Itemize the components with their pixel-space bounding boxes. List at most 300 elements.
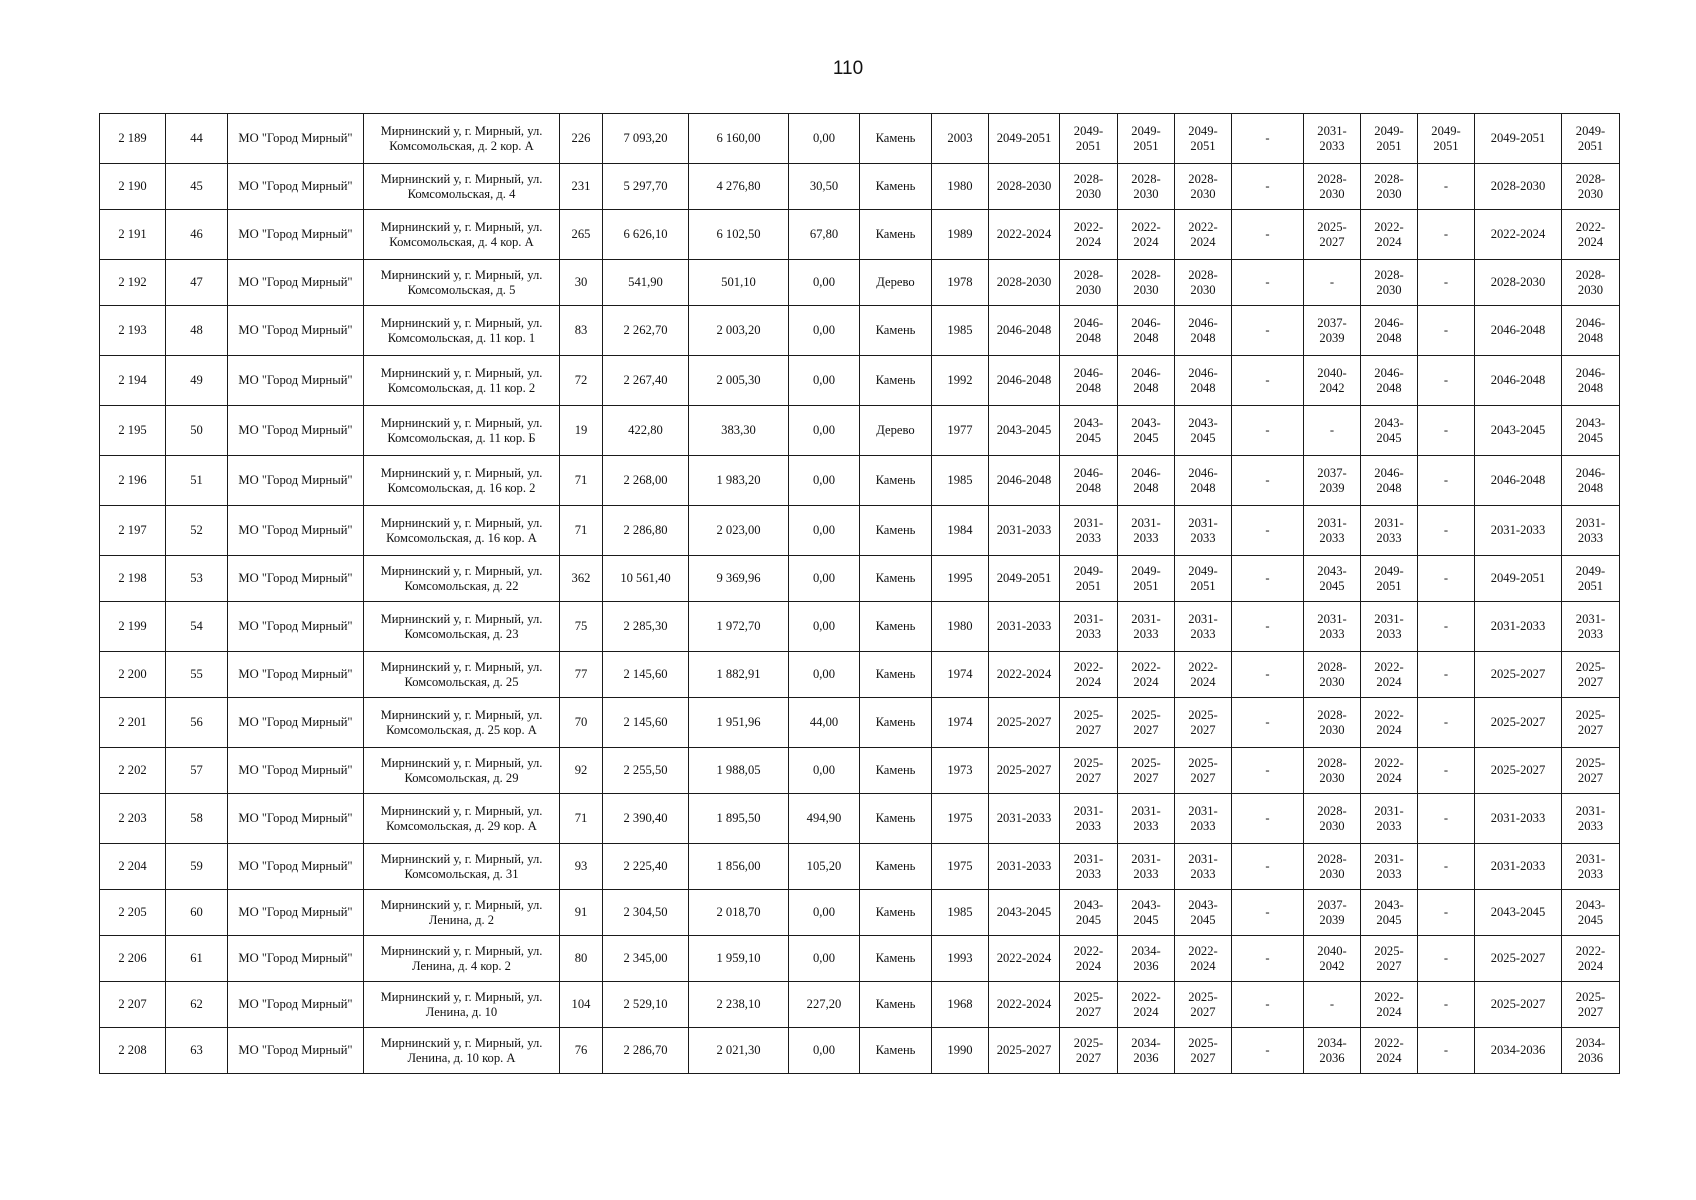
repair-period-cell: 2022-2024 bbox=[1118, 652, 1175, 698]
address-cell: Мирнинский у, г. Мирный, ул. Комсомольская, д. 5 bbox=[364, 260, 560, 306]
repair-period-cell: 2022-2024 bbox=[1060, 936, 1118, 982]
residents-cell: 362 bbox=[560, 556, 603, 602]
total-area-cell: 422,80 bbox=[603, 406, 689, 456]
repair-period-cell: 2049-2051 bbox=[1060, 556, 1118, 602]
repair-period-cell: 2031-2033 bbox=[1361, 844, 1418, 890]
repair-period-cell: - bbox=[1418, 1028, 1475, 1074]
repair-period-cell: 2025-2027 bbox=[1175, 982, 1232, 1028]
repair-period-cell: 2049-2051 bbox=[1361, 556, 1418, 602]
nonresidential-area-cell: 494,90 bbox=[789, 794, 860, 844]
repair-period-cell: - bbox=[1232, 698, 1304, 748]
municipality-cell: МО "Город Мирный" bbox=[228, 210, 364, 260]
wall-material-cell: Камень bbox=[860, 698, 932, 748]
repair-period-cell: 2037-2039 bbox=[1304, 306, 1361, 356]
municipality-cell: МО "Город Мирный" bbox=[228, 936, 364, 982]
municipality-cell: МО "Город Мирный" bbox=[228, 982, 364, 1028]
repair-period-cell: 2028-2030 bbox=[1475, 164, 1562, 210]
repair-period-cell: 2046-2048 bbox=[1475, 356, 1562, 406]
table-row bbox=[100, 698, 1620, 748]
row-index-cell: 56 bbox=[166, 698, 228, 748]
repair-period-cell: 2022-2024 bbox=[1361, 1028, 1418, 1074]
municipality-cell: МО "Город Мирный" bbox=[228, 164, 364, 210]
nonresidential-area-cell: 0,00 bbox=[789, 652, 860, 698]
repair-period-cell: 2046-2048 bbox=[1118, 306, 1175, 356]
residents-cell: 76 bbox=[560, 1028, 603, 1074]
repair-period-cell: 2031-2033 bbox=[1562, 844, 1620, 890]
repair-period-cell: 2025-2027 bbox=[1118, 698, 1175, 748]
residents-cell: 71 bbox=[560, 506, 603, 556]
repair-period-cell: 2025-2027 bbox=[1475, 652, 1562, 698]
repair-period-cell: 2028-2030 bbox=[1118, 164, 1175, 210]
table-row bbox=[100, 1028, 1620, 1074]
wall-material-cell: Камень bbox=[860, 748, 932, 794]
build-year-cell: 1985 bbox=[932, 890, 989, 936]
repair-period-cell: 2025-2027 bbox=[1175, 748, 1232, 794]
living-area-cell: 1 856,00 bbox=[689, 844, 789, 890]
repair-period-cell: 2022-2024 bbox=[989, 652, 1060, 698]
wall-material-cell: Камень bbox=[860, 890, 932, 936]
living-area-cell: 501,10 bbox=[689, 260, 789, 306]
repair-period-cell: 2043-2045 bbox=[1475, 406, 1562, 456]
row-index-cell: 58 bbox=[166, 794, 228, 844]
repair-period-cell: 2043-2045 bbox=[1060, 890, 1118, 936]
repair-period-cell: 2043-2045 bbox=[1118, 890, 1175, 936]
living-area-cell: 6 102,50 bbox=[689, 210, 789, 260]
address-cell: Мирнинский у, г. Мирный, ул. Ленина, д. 10 кор. А bbox=[364, 1028, 560, 1074]
nonresidential-area-cell: 0,00 bbox=[789, 890, 860, 936]
repair-period-cell: 2025-2027 bbox=[1475, 748, 1562, 794]
total-area-cell: 2 390,40 bbox=[603, 794, 689, 844]
repair-period-cell: 2031-2033 bbox=[1060, 844, 1118, 890]
repair-period-cell: 2028-2030 bbox=[1304, 698, 1361, 748]
repair-period-cell: 2028-2030 bbox=[1060, 260, 1118, 306]
wall-material-cell: Камень bbox=[860, 794, 932, 844]
housing-registry-table bbox=[99, 113, 1620, 1074]
row-index-cell: 53 bbox=[166, 556, 228, 602]
table-row bbox=[100, 506, 1620, 556]
repair-period-cell: 2031-2033 bbox=[1060, 506, 1118, 556]
repair-period-cell: 2031-2033 bbox=[1118, 844, 1175, 890]
repair-period-cell: 2040-2042 bbox=[1304, 936, 1361, 982]
total-area-cell: 2 145,60 bbox=[603, 698, 689, 748]
repair-period-cell: 2031-2033 bbox=[1562, 506, 1620, 556]
municipality-cell: МО "Город Мирный" bbox=[228, 1028, 364, 1074]
municipality-cell: МО "Город Мирный" bbox=[228, 748, 364, 794]
residents-cell: 92 bbox=[560, 748, 603, 794]
repair-period-cell: - bbox=[1232, 356, 1304, 406]
address-cell: Мирнинский у, г. Мирный, ул. Комсомольская, д. 23 bbox=[364, 602, 560, 652]
residents-cell: 71 bbox=[560, 794, 603, 844]
table-row bbox=[100, 164, 1620, 210]
repair-period-cell: - bbox=[1418, 210, 1475, 260]
repair-period-cell: 2043-2045 bbox=[989, 406, 1060, 456]
repair-period-cell: - bbox=[1418, 356, 1475, 406]
table-row bbox=[100, 356, 1620, 406]
repair-period-cell: 2028-2030 bbox=[1118, 260, 1175, 306]
repair-period-cell: 2049-2051 bbox=[1361, 114, 1418, 164]
residents-cell: 226 bbox=[560, 114, 603, 164]
total-area-cell: 2 285,30 bbox=[603, 602, 689, 652]
total-area-cell: 7 093,20 bbox=[603, 114, 689, 164]
wall-material-cell: Камень bbox=[860, 456, 932, 506]
wall-material-cell: Камень bbox=[860, 210, 932, 260]
row-index-cell: 60 bbox=[166, 890, 228, 936]
residents-cell: 91 bbox=[560, 890, 603, 936]
repair-period-cell: 2025-2027 bbox=[1060, 982, 1118, 1028]
repair-period-cell: 2046-2048 bbox=[989, 356, 1060, 406]
repair-period-cell: 2025-2027 bbox=[1562, 982, 1620, 1028]
repair-period-cell: 2028-2030 bbox=[1361, 260, 1418, 306]
residents-cell: 80 bbox=[560, 936, 603, 982]
repair-period-cell: - bbox=[1418, 506, 1475, 556]
wall-material-cell: Камень bbox=[860, 306, 932, 356]
address-cell: Мирнинский у, г. Мирный, ул. Ленина, д. 4 кор. 2 bbox=[364, 936, 560, 982]
repair-period-cell: 2031-2033 bbox=[1118, 506, 1175, 556]
repair-period-cell: 2028-2030 bbox=[1562, 164, 1620, 210]
repair-period-cell: - bbox=[1232, 890, 1304, 936]
repair-period-cell: 2031-2033 bbox=[1361, 506, 1418, 556]
repair-period-cell: - bbox=[1232, 406, 1304, 456]
repair-period-cell: - bbox=[1418, 164, 1475, 210]
repair-period-cell: 2046-2048 bbox=[1118, 356, 1175, 406]
municipality-cell: МО "Город Мирный" bbox=[228, 698, 364, 748]
repair-period-cell: 2022-2024 bbox=[1361, 982, 1418, 1028]
repair-period-cell: - bbox=[1418, 306, 1475, 356]
repair-period-cell: 2031-2033 bbox=[1175, 844, 1232, 890]
repair-period-cell: 2046-2048 bbox=[1175, 306, 1232, 356]
repair-period-cell: 2034-2036 bbox=[1118, 1028, 1175, 1074]
municipality-cell: МО "Город Мирный" bbox=[228, 114, 364, 164]
table-row bbox=[100, 602, 1620, 652]
build-year-cell: 1992 bbox=[932, 356, 989, 406]
record-number-cell: 2 204 bbox=[100, 844, 166, 890]
table-row bbox=[100, 210, 1620, 260]
repair-period-cell: - bbox=[1418, 748, 1475, 794]
repair-period-cell: 2031-2033 bbox=[1060, 794, 1118, 844]
wall-material-cell: Дерево bbox=[860, 406, 932, 456]
total-area-cell: 10 561,40 bbox=[603, 556, 689, 602]
repair-period-cell: 2031-2033 bbox=[1118, 602, 1175, 652]
row-index-cell: 46 bbox=[166, 210, 228, 260]
address-cell: Мирнинский у, г. Мирный, ул. Комсомольская, д. 16 кор. А bbox=[364, 506, 560, 556]
repair-period-cell: 2040-2042 bbox=[1304, 356, 1361, 406]
repair-period-cell: 2043-2045 bbox=[1118, 406, 1175, 456]
row-index-cell: 54 bbox=[166, 602, 228, 652]
row-index-cell: 48 bbox=[166, 306, 228, 356]
repair-period-cell: 2025-2027 bbox=[1475, 982, 1562, 1028]
wall-material-cell: Камень bbox=[860, 164, 932, 210]
record-number-cell: 2 198 bbox=[100, 556, 166, 602]
repair-period-cell: 2043-2045 bbox=[1304, 556, 1361, 602]
living-area-cell: 1 951,96 bbox=[689, 698, 789, 748]
record-number-cell: 2 205 bbox=[100, 890, 166, 936]
municipality-cell: МО "Город Мирный" bbox=[228, 652, 364, 698]
address-cell: Мирнинский у, г. Мирный, ул. Ленина, д. 2 bbox=[364, 890, 560, 936]
build-year-cell: 1968 bbox=[932, 982, 989, 1028]
repair-period-cell: 2049-2051 bbox=[1118, 114, 1175, 164]
repair-period-cell: 2031-2033 bbox=[1175, 602, 1232, 652]
row-index-cell: 61 bbox=[166, 936, 228, 982]
total-area-cell: 2 286,80 bbox=[603, 506, 689, 556]
repair-period-cell: 2031-2033 bbox=[1475, 794, 1562, 844]
repair-period-cell: - bbox=[1418, 890, 1475, 936]
table-row bbox=[100, 260, 1620, 306]
record-number-cell: 2 195 bbox=[100, 406, 166, 456]
repair-period-cell: 2022-2024 bbox=[989, 982, 1060, 1028]
repair-period-cell: 2028-2030 bbox=[989, 164, 1060, 210]
total-area-cell: 2 304,50 bbox=[603, 890, 689, 936]
repair-period-cell: - bbox=[1232, 114, 1304, 164]
total-area-cell: 2 286,70 bbox=[603, 1028, 689, 1074]
table-row bbox=[100, 306, 1620, 356]
repair-period-cell: 2046-2048 bbox=[1118, 456, 1175, 506]
repair-period-cell: 2022-2024 bbox=[1175, 652, 1232, 698]
municipality-cell: МО "Город Мирный" bbox=[228, 556, 364, 602]
table-row bbox=[100, 456, 1620, 506]
living-area-cell: 1 972,70 bbox=[689, 602, 789, 652]
table-row bbox=[100, 936, 1620, 982]
repair-period-cell: 2025-2027 bbox=[1060, 1028, 1118, 1074]
build-year-cell: 1980 bbox=[932, 164, 989, 210]
repair-period-cell: 2049-2051 bbox=[1475, 556, 1562, 602]
record-number-cell: 2 193 bbox=[100, 306, 166, 356]
repair-period-cell: 2034-2036 bbox=[1118, 936, 1175, 982]
repair-period-cell: - bbox=[1418, 936, 1475, 982]
municipality-cell: МО "Город Мирный" bbox=[228, 356, 364, 406]
repair-period-cell: 2049-2051 bbox=[1475, 114, 1562, 164]
residents-cell: 72 bbox=[560, 356, 603, 406]
repair-period-cell: - bbox=[1232, 1028, 1304, 1074]
wall-material-cell: Камень bbox=[860, 982, 932, 1028]
record-number-cell: 2 201 bbox=[100, 698, 166, 748]
registry-body bbox=[100, 114, 1620, 1074]
record-number-cell: 2 207 bbox=[100, 982, 166, 1028]
residents-cell: 30 bbox=[560, 260, 603, 306]
repair-period-cell: 2034-2036 bbox=[1475, 1028, 1562, 1074]
nonresidential-area-cell: 227,20 bbox=[789, 982, 860, 1028]
repair-period-cell: 2046-2048 bbox=[1060, 306, 1118, 356]
row-index-cell: 55 bbox=[166, 652, 228, 698]
row-index-cell: 51 bbox=[166, 456, 228, 506]
repair-period-cell: - bbox=[1418, 794, 1475, 844]
total-area-cell: 2 267,40 bbox=[603, 356, 689, 406]
address-cell: Мирнинский у, г. Мирный, ул. Комсомольская, д. 11 кор. 1 bbox=[364, 306, 560, 356]
repair-period-cell: 2031-2033 bbox=[989, 794, 1060, 844]
row-index-cell: 57 bbox=[166, 748, 228, 794]
build-year-cell: 1984 bbox=[932, 506, 989, 556]
repair-period-cell: - bbox=[1418, 698, 1475, 748]
repair-period-cell: 2025-2027 bbox=[1562, 748, 1620, 794]
repair-period-cell: 2034-2036 bbox=[1562, 1028, 1620, 1074]
repair-period-cell: 2028-2030 bbox=[1175, 260, 1232, 306]
record-number-cell: 2 208 bbox=[100, 1028, 166, 1074]
address-cell: Мирнинский у, г. Мирный, ул. Комсомольская, д. 11 кор. 2 bbox=[364, 356, 560, 406]
total-area-cell: 2 255,50 bbox=[603, 748, 689, 794]
residents-cell: 265 bbox=[560, 210, 603, 260]
repair-period-cell: 2022-2024 bbox=[1562, 936, 1620, 982]
table-row bbox=[100, 556, 1620, 602]
repair-period-cell: - bbox=[1304, 406, 1361, 456]
address-cell: Мирнинский у, г. Мирный, ул. Комсомольская, д. 31 bbox=[364, 844, 560, 890]
repair-period-cell: 2031-2033 bbox=[1118, 794, 1175, 844]
repair-period-cell: 2022-2024 bbox=[1118, 982, 1175, 1028]
repair-period-cell: 2046-2048 bbox=[1175, 456, 1232, 506]
address-cell: Мирнинский у, г. Мирный, ул. Комсомольская, д. 29 кор. А bbox=[364, 794, 560, 844]
wall-material-cell: Камень bbox=[860, 556, 932, 602]
repair-period-cell: - bbox=[1232, 456, 1304, 506]
repair-period-cell: - bbox=[1232, 652, 1304, 698]
repair-period-cell: - bbox=[1232, 844, 1304, 890]
table-row bbox=[100, 982, 1620, 1028]
repair-period-cell: 2022-2024 bbox=[1175, 210, 1232, 260]
repair-period-cell: 2046-2048 bbox=[1562, 306, 1620, 356]
repair-period-cell: 2049-2051 bbox=[1562, 556, 1620, 602]
repair-period-cell: - bbox=[1232, 506, 1304, 556]
address-cell: Мирнинский у, г. Мирный, ул. Комсомольская, д. 25 bbox=[364, 652, 560, 698]
living-area-cell: 1 882,91 bbox=[689, 652, 789, 698]
repair-period-cell: 2049-2051 bbox=[1418, 114, 1475, 164]
repair-period-cell: 2022-2024 bbox=[989, 936, 1060, 982]
total-area-cell: 5 297,70 bbox=[603, 164, 689, 210]
repair-period-cell: 2025-2027 bbox=[1175, 698, 1232, 748]
repair-period-cell: 2025-2027 bbox=[1304, 210, 1361, 260]
repair-period-cell: 2028-2030 bbox=[1475, 260, 1562, 306]
address-cell: Мирнинский у, г. Мирный, ул. Комсомольская, д. 4 bbox=[364, 164, 560, 210]
living-area-cell: 4 276,80 bbox=[689, 164, 789, 210]
repair-period-cell: 2043-2045 bbox=[1361, 406, 1418, 456]
record-number-cell: 2 206 bbox=[100, 936, 166, 982]
repair-period-cell: - bbox=[1418, 556, 1475, 602]
repair-period-cell: 2028-2030 bbox=[1304, 748, 1361, 794]
living-area-cell: 1 988,05 bbox=[689, 748, 789, 794]
repair-period-cell: - bbox=[1418, 260, 1475, 306]
build-year-cell: 1973 bbox=[932, 748, 989, 794]
nonresidential-area-cell: 0,00 bbox=[789, 260, 860, 306]
table-row bbox=[100, 652, 1620, 698]
row-index-cell: 62 bbox=[166, 982, 228, 1028]
repair-period-cell: 2046-2048 bbox=[989, 306, 1060, 356]
repair-period-cell: - bbox=[1418, 652, 1475, 698]
municipality-cell: МО "Город Мирный" bbox=[228, 260, 364, 306]
record-number-cell: 2 191 bbox=[100, 210, 166, 260]
repair-period-cell: - bbox=[1418, 982, 1475, 1028]
repair-period-cell: 2031-2033 bbox=[1475, 844, 1562, 890]
living-area-cell: 1 959,10 bbox=[689, 936, 789, 982]
address-cell: Мирнинский у, г. Мирный, ул. Комсомольская, д. 2 кор. А bbox=[364, 114, 560, 164]
repair-period-cell: 2025-2027 bbox=[989, 698, 1060, 748]
living-area-cell: 9 369,96 bbox=[689, 556, 789, 602]
row-index-cell: 45 bbox=[166, 164, 228, 210]
repair-period-cell: 2046-2048 bbox=[1475, 306, 1562, 356]
build-year-cell: 1985 bbox=[932, 456, 989, 506]
address-cell: Мирнинский у, г. Мирный, ул. Комсомольская, д. 4 кор. А bbox=[364, 210, 560, 260]
wall-material-cell: Камень bbox=[860, 602, 932, 652]
repair-period-cell: 2037-2039 bbox=[1304, 890, 1361, 936]
build-year-cell: 1989 bbox=[932, 210, 989, 260]
build-year-cell: 1990 bbox=[932, 1028, 989, 1074]
repair-period-cell: 2022-2024 bbox=[1361, 698, 1418, 748]
repair-period-cell: - bbox=[1304, 982, 1361, 1028]
repair-period-cell: 2031-2033 bbox=[1562, 794, 1620, 844]
nonresidential-area-cell: 67,80 bbox=[789, 210, 860, 260]
page-number: 110 bbox=[832, 58, 864, 79]
repair-period-cell: 2025-2027 bbox=[989, 1028, 1060, 1074]
repair-period-cell: 2022-2024 bbox=[1361, 748, 1418, 794]
build-year-cell: 1978 bbox=[932, 260, 989, 306]
living-area-cell: 1 895,50 bbox=[689, 794, 789, 844]
nonresidential-area-cell: 0,00 bbox=[789, 306, 860, 356]
repair-period-cell: 2043-2045 bbox=[1175, 890, 1232, 936]
residents-cell: 231 bbox=[560, 164, 603, 210]
residents-cell: 71 bbox=[560, 456, 603, 506]
row-index-cell: 59 bbox=[166, 844, 228, 890]
residents-cell: 70 bbox=[560, 698, 603, 748]
municipality-cell: МО "Город Мирный" bbox=[228, 890, 364, 936]
repair-period-cell: 2025-2027 bbox=[1118, 748, 1175, 794]
repair-period-cell: - bbox=[1232, 936, 1304, 982]
repair-period-cell: 2031-2033 bbox=[1475, 602, 1562, 652]
nonresidential-area-cell: 0,00 bbox=[789, 456, 860, 506]
repair-period-cell: 2046-2048 bbox=[1361, 356, 1418, 406]
nonresidential-area-cell: 105,20 bbox=[789, 844, 860, 890]
table-row bbox=[100, 406, 1620, 456]
address-cell: Мирнинский у, г. Мирный, ул. Ленина, д. 10 bbox=[364, 982, 560, 1028]
repair-period-cell: 2028-2030 bbox=[1175, 164, 1232, 210]
repair-period-cell: 2031-2033 bbox=[1304, 114, 1361, 164]
table-row bbox=[100, 748, 1620, 794]
repair-period-cell: - bbox=[1418, 844, 1475, 890]
repair-period-cell: 2046-2048 bbox=[1361, 456, 1418, 506]
municipality-cell: МО "Город Мирный" bbox=[228, 602, 364, 652]
repair-period-cell: - bbox=[1232, 164, 1304, 210]
wall-material-cell: Дерево bbox=[860, 260, 932, 306]
repair-period-cell: 2031-2033 bbox=[1475, 506, 1562, 556]
repair-period-cell: 2022-2024 bbox=[1475, 210, 1562, 260]
repair-period-cell: 2046-2048 bbox=[989, 456, 1060, 506]
record-number-cell: 2 190 bbox=[100, 164, 166, 210]
municipality-cell: МО "Город Мирный" bbox=[228, 456, 364, 506]
municipality-cell: МО "Город Мирный" bbox=[228, 306, 364, 356]
wall-material-cell: Камень bbox=[860, 114, 932, 164]
repair-period-cell: 2025-2027 bbox=[1562, 698, 1620, 748]
living-area-cell: 2 023,00 bbox=[689, 506, 789, 556]
repair-period-cell: 2022-2024 bbox=[989, 210, 1060, 260]
repair-period-cell: 2046-2048 bbox=[1562, 456, 1620, 506]
residents-cell: 77 bbox=[560, 652, 603, 698]
repair-period-cell: 2046-2048 bbox=[1060, 456, 1118, 506]
repair-period-cell: - bbox=[1232, 794, 1304, 844]
address-cell: Мирнинский у, г. Мирный, ул. Комсомольская, д. 29 bbox=[364, 748, 560, 794]
repair-period-cell: 2034-2036 bbox=[1304, 1028, 1361, 1074]
build-year-cell: 1985 bbox=[932, 306, 989, 356]
build-year-cell: 1993 bbox=[932, 936, 989, 982]
repair-period-cell: 2022-2024 bbox=[1562, 210, 1620, 260]
repair-period-cell: 2043-2045 bbox=[989, 890, 1060, 936]
residents-cell: 104 bbox=[560, 982, 603, 1028]
build-year-cell: 1975 bbox=[932, 844, 989, 890]
total-area-cell: 2 268,00 bbox=[603, 456, 689, 506]
repair-period-cell: - bbox=[1232, 306, 1304, 356]
repair-period-cell: 2028-2030 bbox=[1304, 652, 1361, 698]
record-number-cell: 2 200 bbox=[100, 652, 166, 698]
municipality-cell: МО "Город Мирный" bbox=[228, 794, 364, 844]
living-area-cell: 2 003,20 bbox=[689, 306, 789, 356]
repair-period-cell: - bbox=[1418, 456, 1475, 506]
record-number-cell: 2 197 bbox=[100, 506, 166, 556]
build-year-cell: 1974 bbox=[932, 652, 989, 698]
wall-material-cell: Камень bbox=[860, 356, 932, 406]
repair-period-cell: 2028-2030 bbox=[1060, 164, 1118, 210]
